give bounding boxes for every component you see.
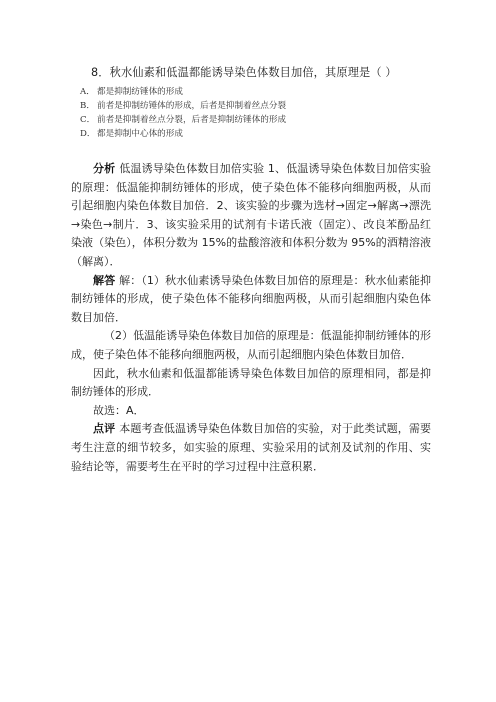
comment-text: 本题考查低温诱导染色体数目加倍的实验，对于此类试题，需要考生注意的细节较多，如实验的原理、实验采用的试剂及试剂的作用、实验结论等，需要考生在平时的学习过程中注意积累． [71, 422, 432, 473]
option-letter: B． [80, 101, 95, 111]
comment-label: 点评 [93, 422, 116, 436]
question-title: 8．秋水仙素和低温都能诱导染色体数目加倍，其原理是（ ） [91, 66, 397, 79]
analysis-paragraph [71, 160, 431, 272]
option-letter: A． [80, 87, 95, 97]
option-letter: D． [80, 129, 96, 139]
option-text: 前者是抑制着丝点分裂，后者是抑制纺锤体的形成 [97, 115, 287, 125]
option-b [80, 99, 286, 111]
analysis-label: 分析 [93, 162, 116, 175]
option-c [80, 113, 286, 125]
answer-text-1: 解：（1）秋水仙素诱导染色体数目加倍的原理是：秋水仙素能抑制纺锤体的形成，使子染色体不能移向细胞两极，从而引起细胞内染色体数目加倍． [71, 273, 432, 324]
comment-paragraph [71, 420, 431, 476]
answer-paragraph-3: 因此，秋水仙素和低温都能诱导染色体数目加倍的原理相同，都是抑制纺锤体的形成． [71, 366, 431, 399]
answer-paragraph-1 [71, 272, 431, 328]
option-text: 都是抑制纺锤体的形成 [97, 87, 183, 97]
solution-section [71, 160, 431, 476]
option-d [80, 127, 183, 139]
answer-paragraph-4: 故选：A． [93, 403, 145, 417]
option-letter: C． [80, 115, 96, 125]
answer-paragraph-2: （2）低温能诱导染色体数目加倍的原理是：低温能抑制纺锤体的形成，使子染色体不能移向细胞两极，从而引起细胞内染色体数目加倍． [71, 329, 431, 361]
option-text: 都是抑制中心体的形成 [97, 129, 183, 139]
answer-label: 解答 [93, 273, 116, 287]
analysis-text: 低温诱导染色体数目加倍实验 1、低温诱导染色体数目加倍实验的原理：低温能抑制纺锤体的形成，使子染色体不能移向细胞两极，从而引起细胞内染色体数目加倍．2、该实验的步骤为选材→固定→解离→漂洗→染色→制片．3、该实验采用的试剂有卡诺氏液（固定）、改良苯酚品红染液（染色），体积分数为 15%的盐酸溶液和体积分数为 95%的酒精溶液（解离）． [71, 162, 432, 268]
option-text: 前者是抑制纺锤体的形成，后者是抑制着丝点分裂 [97, 101, 287, 111]
option-a [80, 85, 183, 97]
